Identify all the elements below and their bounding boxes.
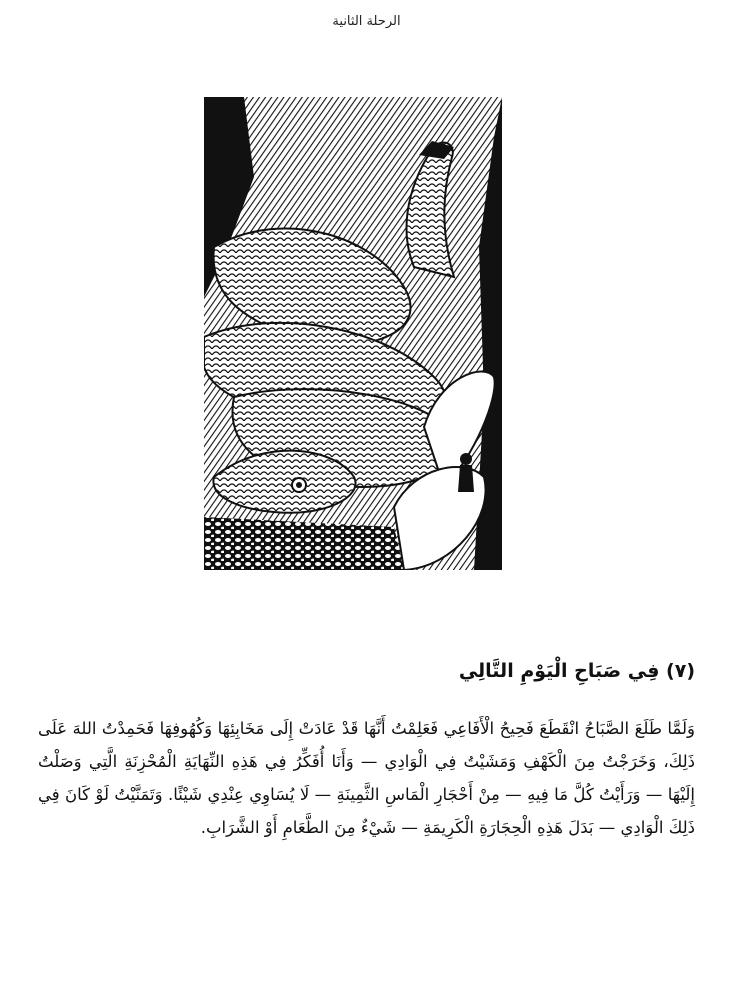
serpents-illustration bbox=[204, 97, 502, 570]
section-heading: (٧) فِي صَبَاحِ الْيَوْمِ التَّالِي bbox=[458, 660, 695, 682]
page-header: الرحلة الثانية bbox=[332, 14, 401, 29]
story-paragraph: وَلَمَّا طَلَعَ الصَّبَاحُ انْقَطَعَ فَحِيحُ الْأَفَاعِي فَعَلِمْتُ أَنَّهَا قَدْ عَادَتْ إِلَى مَخَابِئِهَا وَكُهُوفِهَا فَحَمِدْتُ اللهَ عَلَى ذَلِكَ، وَخَرَجْتُ مِنَ الْكَهْفِ وَمَشَيْتُ فِي الْوَادِي — وَأَنَا أُفَكِّرُ فِي هَذِهِ النِّهَايَةِ الْمُحْزِنَةِ الَّتِي وَصَلْتُ إِلَيْهَا — وَرَأَيْتُ كُلَّ مَا فِيهِ — مِنْ أَحْجَارِ الْمَاسِ الثَّمِينَةِ — لَا يُسَاوِي عِنْدِي شَيْئًا. وَتَمَنَّيْتُ لَوْ كَانَ فِي ذَلِكَ الْوَادِي — بَدَلَ هَذِهِ الْحِجَارَةِ الْكَرِيمَةِ — شَيْءٌ مِنَ الطَّعَامِ أَوْ الشَّرَابِ. bbox=[38, 719, 695, 837]
